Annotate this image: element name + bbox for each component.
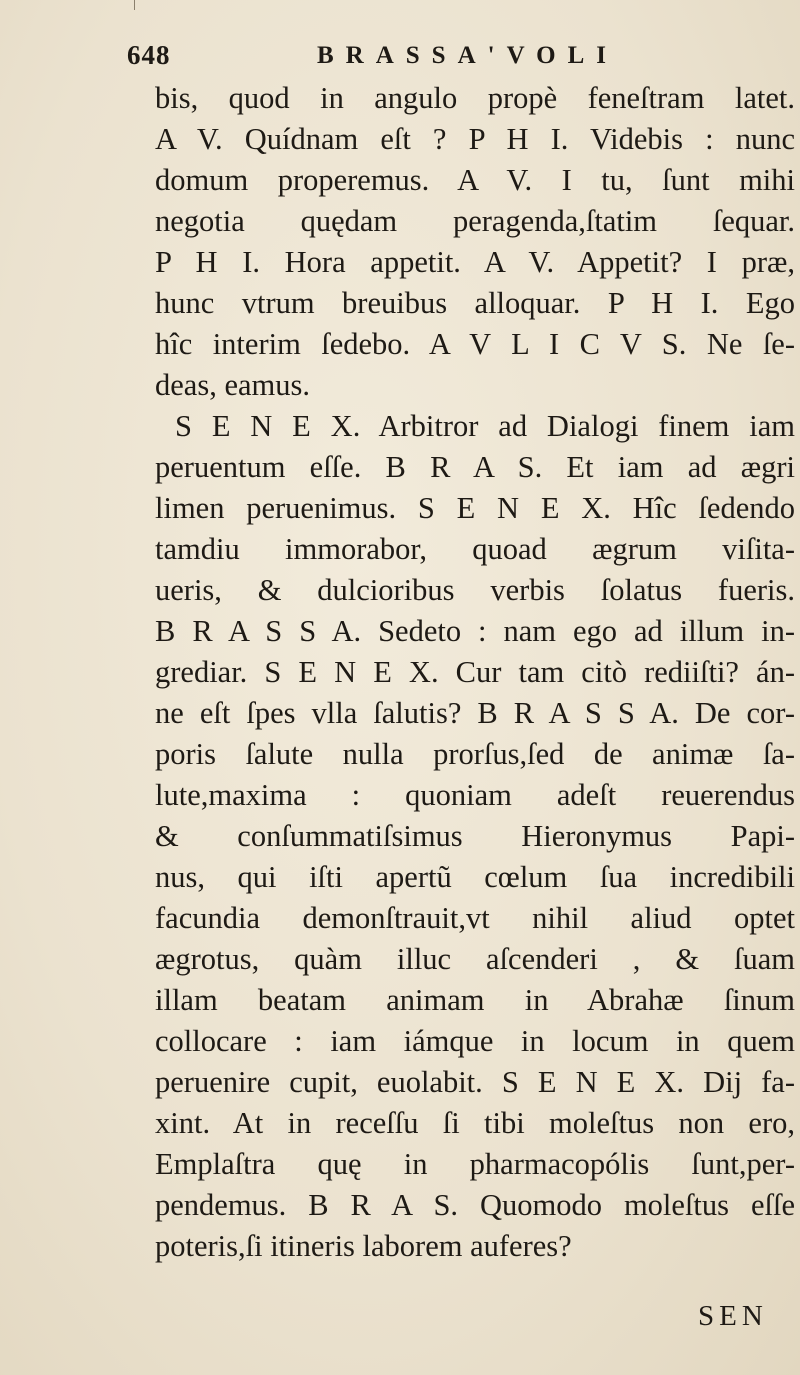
text-line: poris ſalute nulla prorſus,ſed de animæ ſa- xyxy=(155,737,795,771)
text-line: ægrotus, quàm illuc aſcenderi , & ſuam xyxy=(155,942,795,976)
text-line: A V. Quídnam eſt ? P H I. Videbis : nunc xyxy=(155,122,795,156)
text-line: limen peruenimus. S E N E X. Hîc ſedendo xyxy=(155,491,795,525)
text-line: illam beatam animam in Abrahæ ſinum xyxy=(155,983,795,1017)
text-line: & conſummatiſsimus Hieronymus Papi- xyxy=(155,819,795,853)
text-line: deas, eamus. xyxy=(155,368,310,402)
text-line: domum properemus. A V. I tu, ſunt mihi xyxy=(155,163,795,197)
text-line: poteris,ſi itineris laborem auferes? xyxy=(155,1229,572,1263)
running-head: BRASSA'VOLI xyxy=(317,42,618,69)
text-line: tamdiu immorabor, quoad ægrum viſita- xyxy=(155,532,795,566)
page-header xyxy=(127,40,667,80)
text-line: xint. At in receſſu ſi tibi moleſtus non ero, xyxy=(155,1106,795,1140)
text-line: S E N E X. Arbitror ad Dialogi finem iam xyxy=(175,409,795,443)
text-line: peruentum eſſe. B R A S. Et iam ad ægri xyxy=(155,450,795,484)
text-line: hunc vtrum breuibus alloquar. P H I. Ego xyxy=(155,286,795,320)
text-line: nus, qui iſti apertũ cœlum ſua incredibili xyxy=(155,860,795,894)
text-line: B R A S S A. Sedeto : nam ego ad illum in- xyxy=(155,614,795,648)
text-line: pendemus. B R A S. Quomodo moleſtus eſſe xyxy=(155,1188,795,1222)
page-number: 648 xyxy=(127,40,171,70)
page-edge-mark xyxy=(134,0,135,10)
text-line: bis, quod in angulo propè feneſtram latet. xyxy=(155,81,795,115)
text-line: collocare : iam iámque in locum in quem xyxy=(155,1024,795,1058)
text-line: facundia demonſtrauit,vt nihil aliud optet xyxy=(155,901,795,935)
text-line: P H I. Hora appetit. A V. Appetit? I præ, xyxy=(155,245,795,279)
catchword: SEN xyxy=(698,1300,768,1332)
text-line: Emplaſtra quę in pharmacopólis ſunt,per- xyxy=(155,1147,795,1181)
text-line: grediar. S E N E X. Cur tam citò rediiſti? án- xyxy=(155,655,795,689)
text-line: peruenire cupit, euolabit. S E N E X. Dij fa- xyxy=(155,1065,795,1099)
text-line: ueris, & dulcioribus verbis ſolatus fueris. xyxy=(155,573,795,607)
text-line: lute,maxima : quoniam adeſt reuerendus xyxy=(155,778,795,812)
text-line: negotia quędam peragenda,ſtatim ſequar. xyxy=(155,204,795,238)
text-line: ne eſt ſpes vlla ſalutis? B R A S S A. De cor- xyxy=(155,696,795,730)
text-line: hîc interim ſedebo. A V L I C V S. Ne ſe- xyxy=(155,327,795,361)
body-text xyxy=(155,78,795,1267)
